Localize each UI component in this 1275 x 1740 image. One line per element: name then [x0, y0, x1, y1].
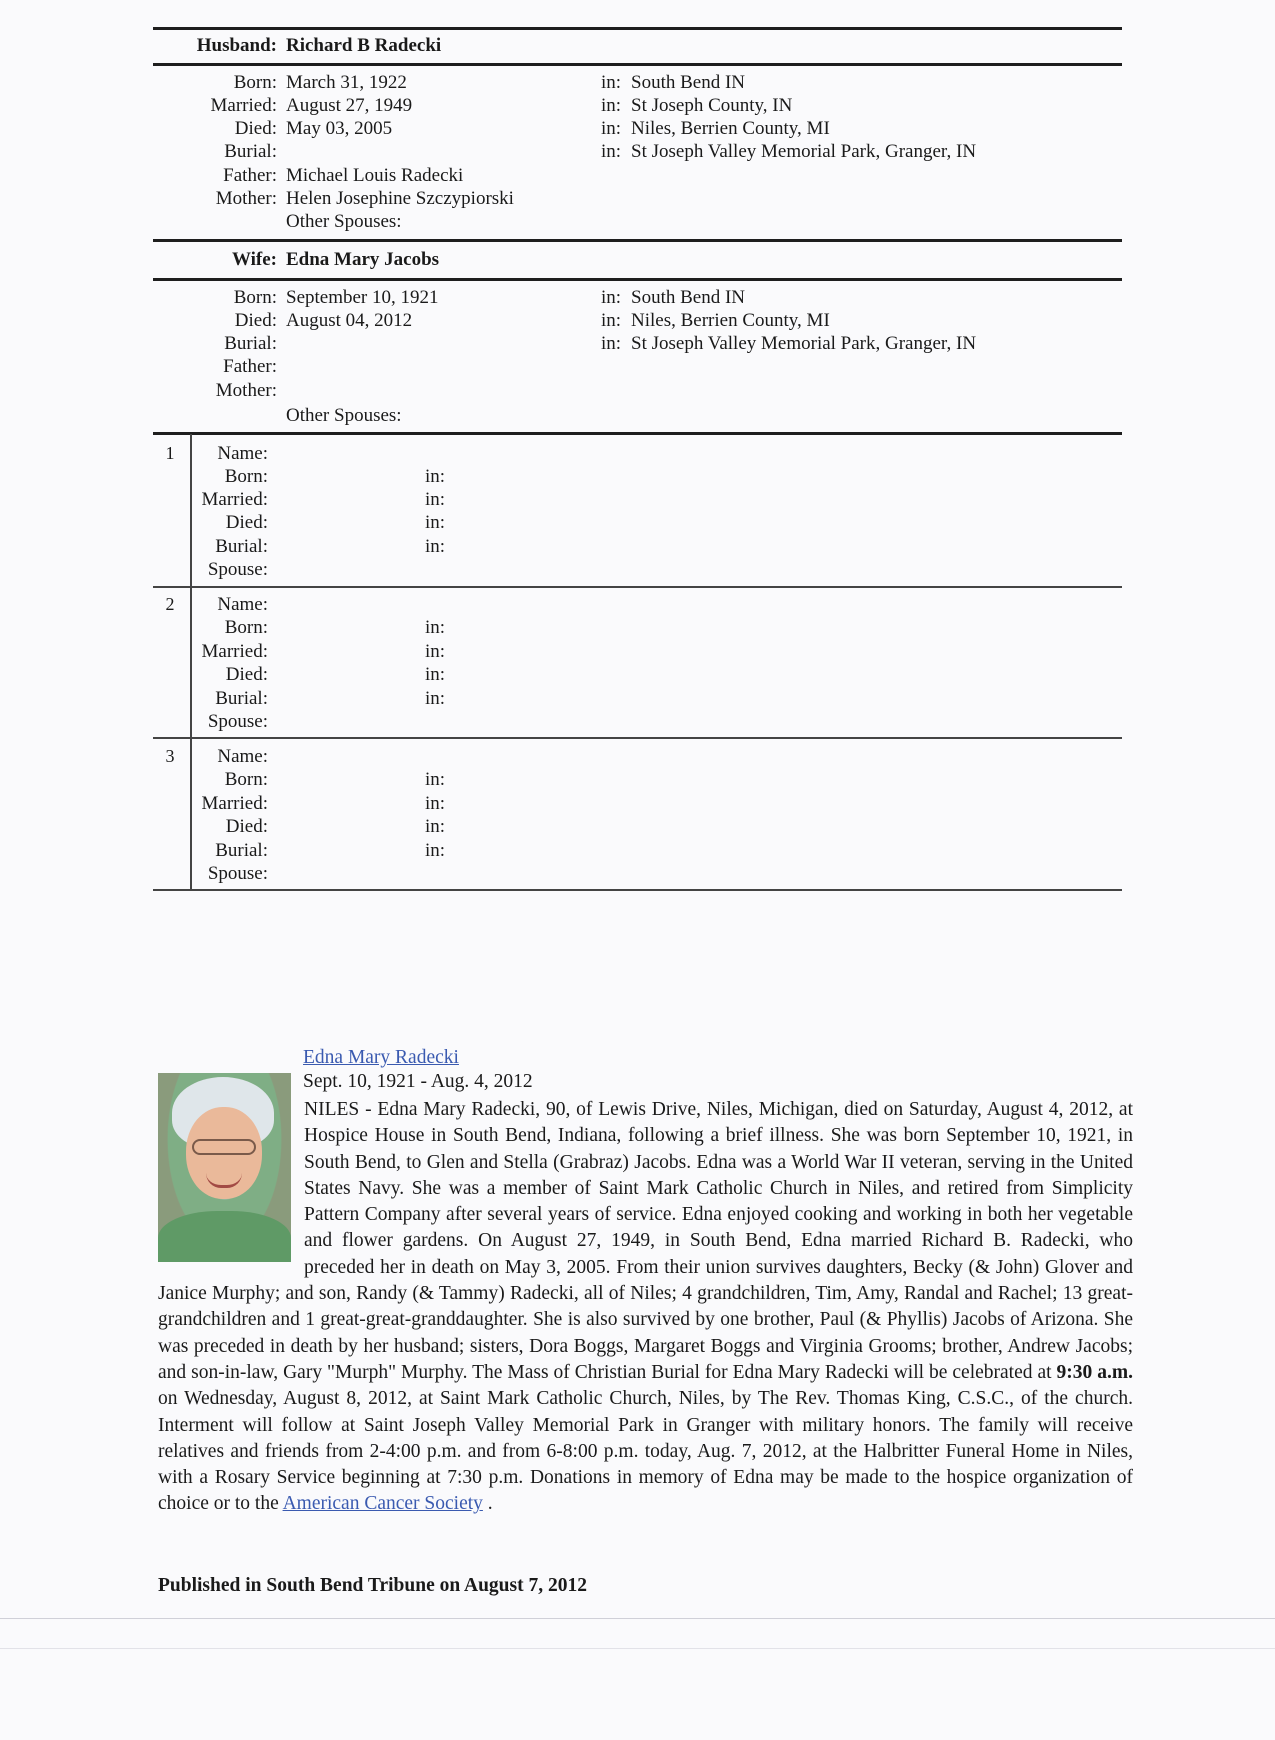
- child-married-in-label: in:: [425, 489, 446, 510]
- child-burial-in-label: in:: [425, 688, 446, 709]
- obituary-end-punctuation: .: [487, 1493, 493, 1515]
- obituary-dates: Sept. 10, 1921 - Aug. 4, 2012: [303, 1071, 533, 1092]
- husband-rule: [153, 63, 1122, 66]
- wife-name: Edna Mary Jacobs: [286, 249, 440, 270]
- child-name-label: Name:: [217, 746, 268, 767]
- husband-born-in-label: in:: [601, 72, 622, 93]
- husband-married-date: August 27, 1949: [286, 95, 413, 116]
- child-number: 1: [165, 443, 175, 463]
- child-divider: [153, 889, 1122, 891]
- wife-born-in-label: in:: [601, 287, 622, 308]
- husband-other-spouses-label: Other Spouses:: [286, 211, 402, 232]
- wife-burial-label: Burial:: [224, 333, 277, 354]
- child-died-label: Died:: [225, 664, 268, 685]
- child-died-in-label: in:: [425, 512, 446, 533]
- husband-married-label: Married:: [210, 95, 277, 116]
- child-born-label: Born:: [224, 617, 268, 638]
- child-married-in-label: in:: [425, 641, 446, 662]
- obituary-body: [158, 1097, 1133, 1518]
- scan-edge-line: [0, 1648, 1275, 1649]
- husband-heading-label: Husband:: [196, 35, 277, 56]
- husband-died-in-label: in:: [601, 118, 622, 139]
- child-name-label: Name:: [217, 594, 268, 615]
- child-divider: [153, 737, 1122, 739]
- husband-born-place: South Bend IN: [631, 72, 745, 93]
- wife-rule: [153, 278, 1122, 281]
- obituary-title-link[interactable]: Edna Mary Radecki: [303, 1047, 459, 1068]
- child-married-in-label: in:: [425, 793, 446, 814]
- wife-born-date: September 10, 1921: [286, 287, 439, 308]
- bleed-through-shadow: [200, 900, 1100, 1060]
- child-spouse-label: Spouse:: [207, 559, 268, 580]
- husband-burial-in-label: in:: [601, 141, 622, 162]
- child-born-in-label: in:: [425, 617, 446, 638]
- child-born-in-label: in:: [425, 466, 446, 487]
- child-married-label: Married:: [201, 793, 268, 814]
- child-number: 2: [165, 594, 175, 614]
- husband-burial-label: Burial:: [224, 141, 277, 162]
- husband-married-in-label: in:: [601, 95, 622, 116]
- child-number: 3: [165, 746, 175, 766]
- wife-died-date: August 04, 2012: [286, 310, 413, 331]
- obituary-text-part2: on Wednesday, August 8, 2012, at Saint Mark Catholic Church, Niles, by The Rev. Thomas King, C.S.C., of the church. Interment will follow at Saint Joseph Valley Memorial Park in Granger with military honors. The family will receive relatives and friends from 2-4:00 p.m. and from 6-8:00 p.m. today, Aug. 7, 2012, at the Halbritter Funeral Home in Niles, with a Rosary Service beginning at 7:30 p.m. Donations in memory of Edna may be made to the hospice organization of choice or to the: [158, 1388, 1133, 1515]
- child-married-label: Married:: [201, 641, 268, 662]
- child-name-label: Name:: [217, 443, 268, 464]
- husband-mother-name: Helen Josephine Szczypiorski: [286, 188, 514, 209]
- husband-died-label: Died:: [234, 118, 277, 139]
- wife-top-rule: [153, 239, 1122, 242]
- child-burial-label: Burial:: [215, 688, 268, 709]
- child-burial-in-label: in:: [425, 840, 446, 861]
- wife-born-place: South Bend IN: [631, 287, 745, 308]
- child-died-label: Died:: [225, 816, 268, 837]
- wife-burial-in-label: in:: [601, 333, 622, 354]
- husband-name: Richard B Radecki: [286, 35, 442, 56]
- american-cancer-society-link[interactable]: American Cancer Society: [282, 1493, 483, 1515]
- child-burial-label: Burial:: [215, 536, 268, 557]
- top-rule: [153, 27, 1122, 30]
- child-died-in-label: in:: [425, 816, 446, 837]
- child-born-in-label: in:: [425, 769, 446, 790]
- husband-born-label: Born:: [233, 72, 277, 93]
- husband-born-date: March 31, 1922: [286, 72, 407, 93]
- child-spouse-label: Spouse:: [207, 711, 268, 732]
- husband-father-name: Michael Louis Radecki: [286, 165, 464, 186]
- child-spouse-label: Spouse:: [207, 863, 268, 884]
- wife-father-label: Father:: [223, 356, 277, 377]
- child-divider: [153, 586, 1122, 588]
- husband-father-label: Father:: [223, 165, 277, 186]
- child-burial-label: Burial:: [215, 840, 268, 861]
- child-died-in-label: in:: [425, 664, 446, 685]
- wife-heading-label: Wife:: [231, 249, 277, 270]
- child-married-label: Married:: [201, 489, 268, 510]
- husband-mother-label: Mother:: [215, 188, 277, 209]
- published-note: Published in South Bend Tribune on August 7, 2012: [158, 1575, 587, 1596]
- wife-mother-label: Mother:: [215, 380, 277, 401]
- husband-died-place: Niles, Berrien County, MI: [631, 118, 830, 139]
- wife-died-label: Died:: [234, 310, 277, 331]
- obituary-mass-time: 9:30 a.m.: [1056, 1361, 1133, 1383]
- child-burial-in-label: in:: [425, 536, 446, 557]
- children-top-rule: [153, 432, 1122, 435]
- wife-died-in-label: in:: [601, 310, 622, 331]
- photo-float-spacer: [158, 1097, 304, 1259]
- child-born-label: Born:: [224, 466, 268, 487]
- husband-married-place: St Joseph County, IN: [631, 95, 793, 116]
- child-born-label: Born:: [224, 769, 268, 790]
- child-died-label: Died:: [225, 512, 268, 533]
- obituary-text-part1: NILES - Edna Mary Radecki, 90, of Lewis Drive, Niles, Michigan, died on Saturday, August 4, 2012, at Hospice House in South Bend, Indiana, following a brief illness. She was born September 10, 1921, in South Bend, to Glen and Stella (Grabraz) Jacobs. Edna was a World War II veteran, serving in the United States Navy. She was a member of Saint Mark Catholic Church in Niles, and retired from Simplicity Pattern Company after several years of service. Edna enjoyed cooking and working in both her vegetable and flower gardens. On August 27, 1949, in South Bend, Edna married Richard B. Radecki, who preceded her in death on May 3, 2005. From their union survives daughters, Becky (& John) Glover and Janice Murphy; and son, Randy (& Tammy) Radecki, all of Niles; 4 grandchildren, Tim, Amy, Randal and Rachel; 13 great-grandchildren and 1 great-great-granddaughter. She is also survived by one brother, Paul (& Phyllis) Jacobs of Arizona. She was preceded in death by her husband; sisters, Dora Boggs, Margaret Boggs and Virginia Grooms; brother, Andrew Jacobs; and son-in-law, Gary "Murph" Murphy. The Mass of Christian Burial for Edna Mary Radecki will be celebrated at: [158, 1099, 1133, 1383]
- wife-born-label: Born:: [233, 287, 277, 308]
- wife-other-spouses-label: Other Spouses:: [286, 405, 402, 426]
- husband-burial-place: St Joseph Valley Memorial Park, Granger, IN: [631, 141, 977, 162]
- wife-burial-place: St Joseph Valley Memorial Park, Granger, IN: [631, 333, 977, 354]
- husband-died-date: May 03, 2005: [286, 118, 393, 139]
- wife-died-place: Niles, Berrien County, MI: [631, 310, 830, 331]
- scan-edge-line: [0, 1618, 1275, 1619]
